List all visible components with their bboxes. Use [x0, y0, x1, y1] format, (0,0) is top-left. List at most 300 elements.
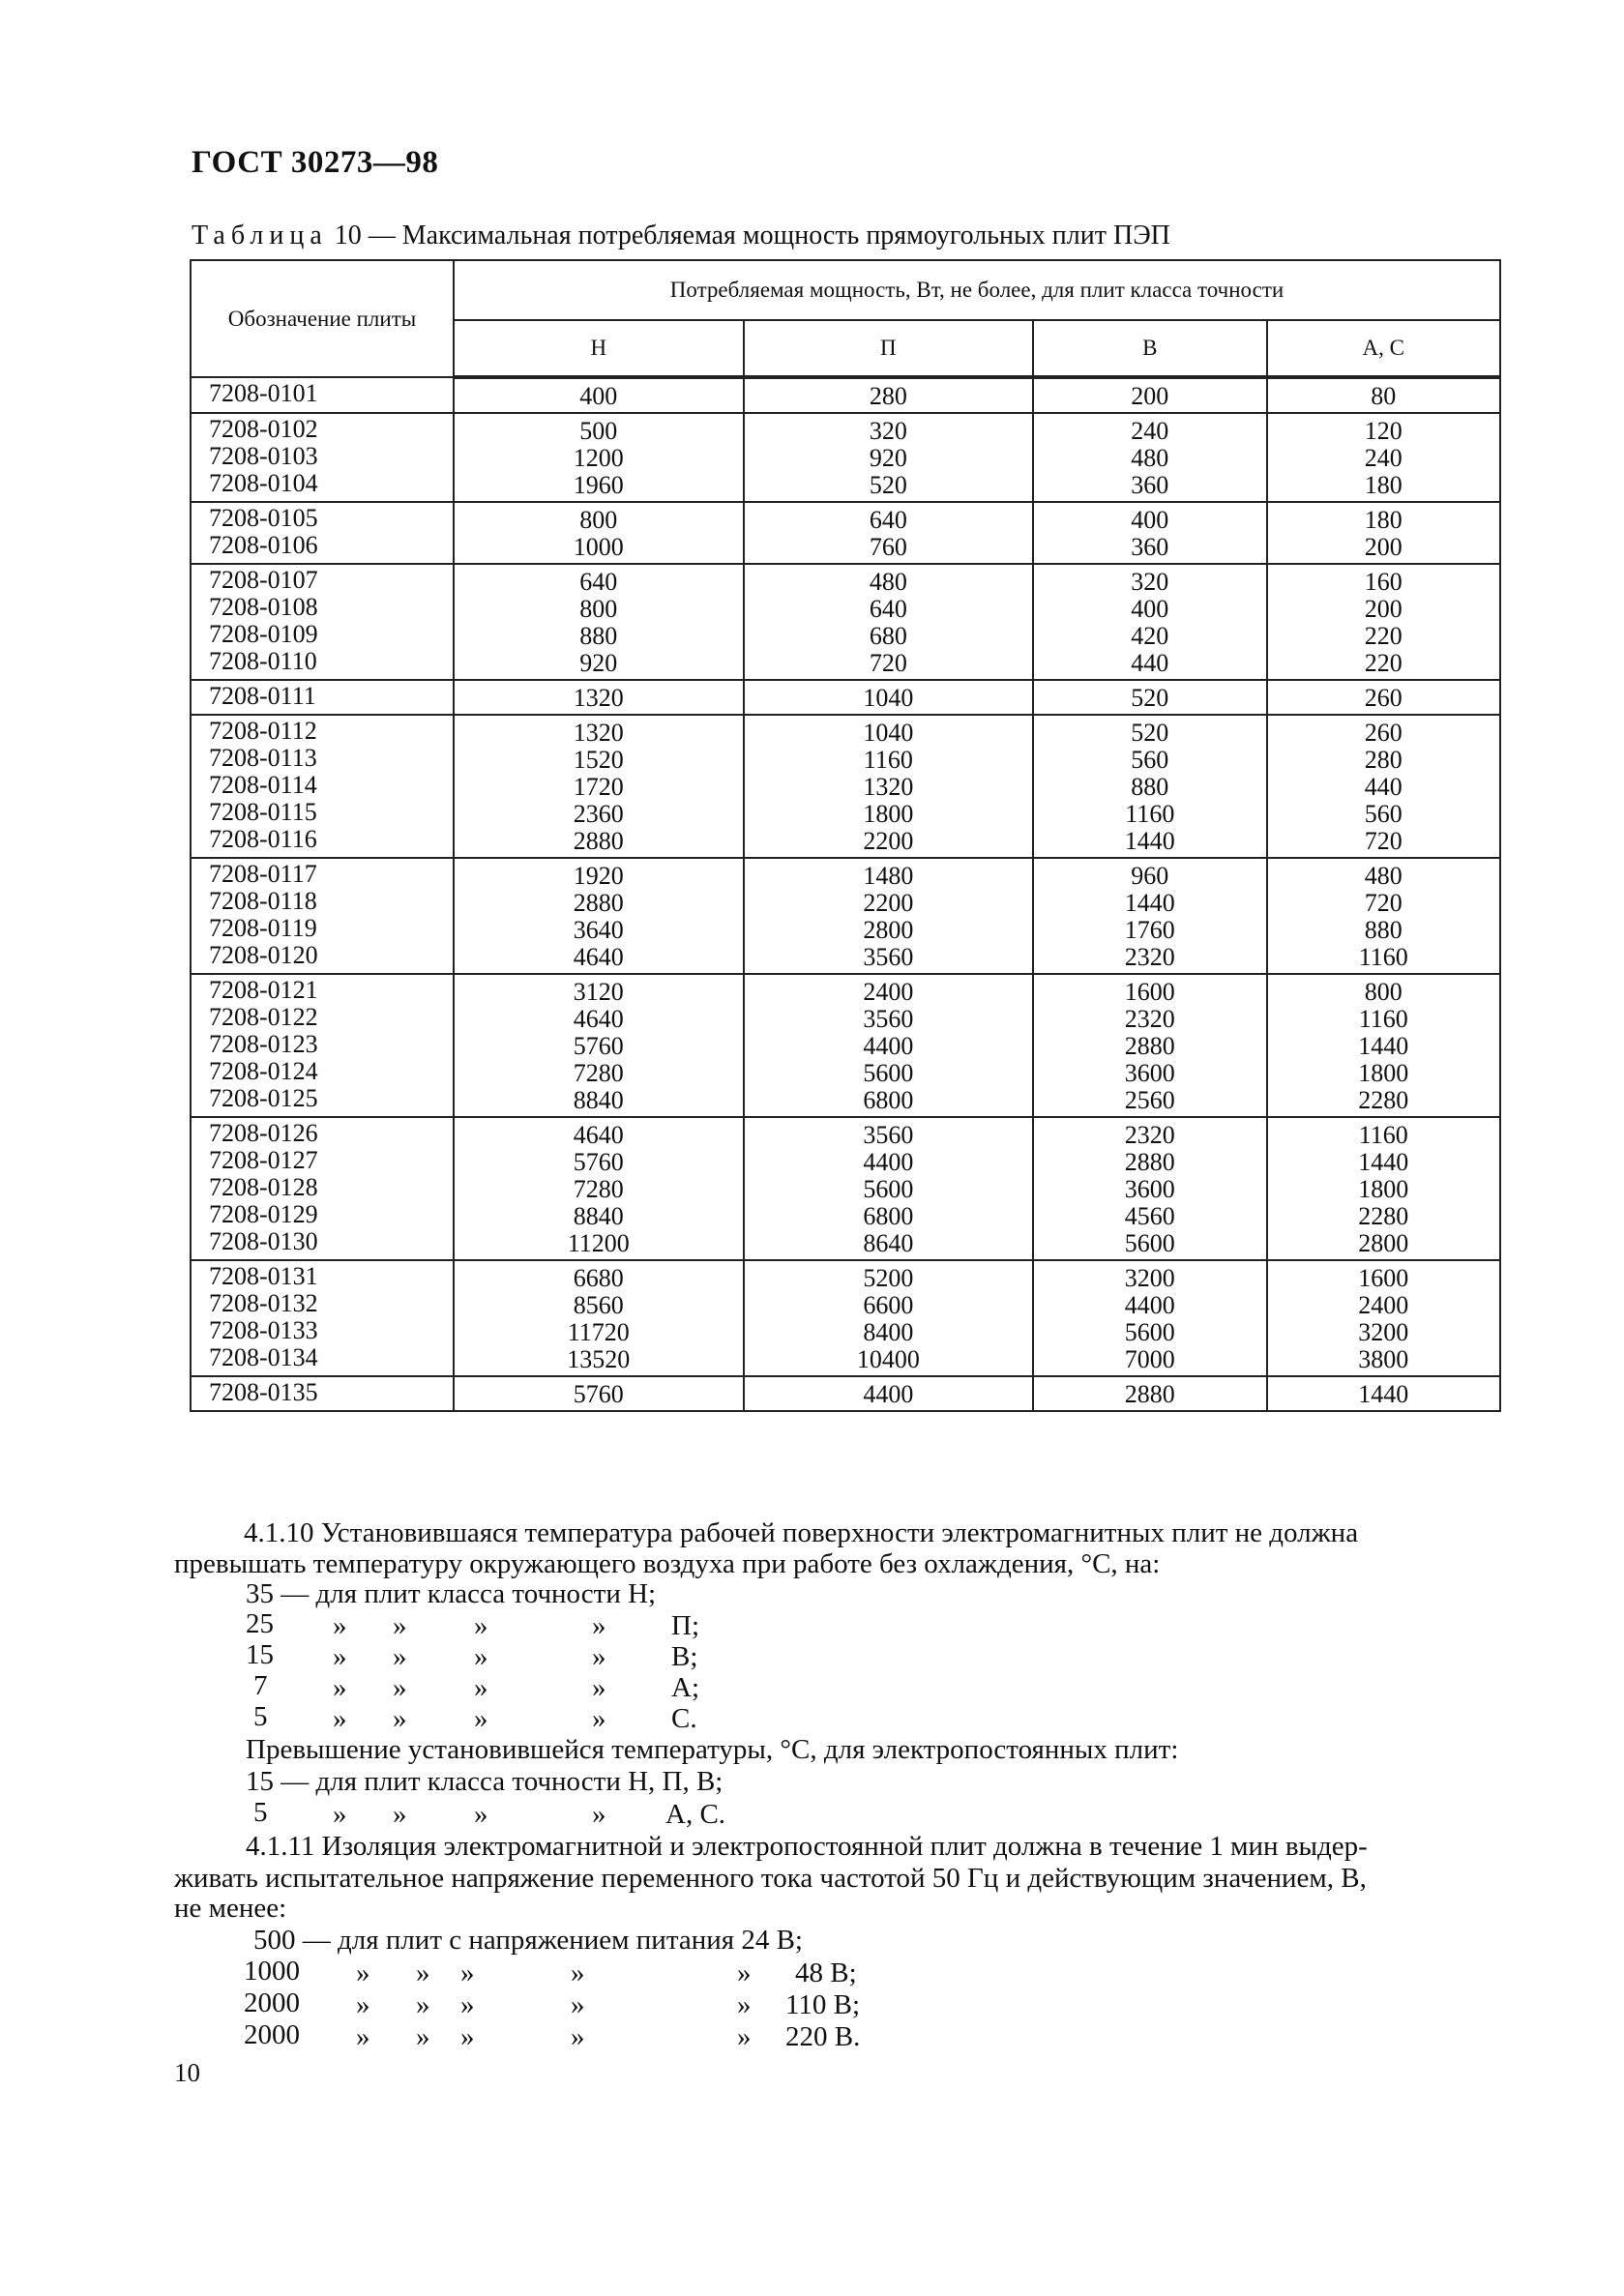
plate-code: 7208-0130	[209, 1227, 318, 1255]
plate-code-cell	[191, 1117, 454, 1260]
power-value: 1960	[573, 471, 624, 499]
ditto-mark: »	[333, 1799, 347, 1830]
power-value: 920	[579, 649, 618, 677]
ditto-mark: »	[474, 1641, 488, 1672]
plate-code: 7208-0105	[209, 504, 318, 532]
temp-class: П;	[671, 1610, 699, 1641]
power-b-cell	[1033, 1260, 1266, 1376]
power-value: 8840	[573, 1202, 624, 1230]
column-header-plate: Обозначение плиты	[191, 260, 454, 377]
table-row	[191, 1260, 1500, 1376]
ditto-mark: »	[737, 1957, 752, 1988]
power-value: 4400	[1124, 1291, 1175, 1319]
power-h-cell	[454, 680, 744, 715]
power-value: 720	[1364, 889, 1403, 917]
temp-value: 5	[253, 1797, 268, 1828]
power-value: 480	[1364, 862, 1403, 890]
plate-code: 7208-0115	[209, 798, 317, 826]
column-header-class-h: Н	[454, 320, 744, 377]
table-row	[191, 413, 1500, 502]
power-value: 560	[1131, 746, 1169, 774]
power-value: 200	[1364, 595, 1403, 623]
table-row	[191, 680, 1500, 715]
power-value: 480	[869, 568, 907, 596]
plate-code-cell	[191, 564, 454, 680]
plate-code-cell	[191, 1260, 454, 1376]
power-value: 2400	[1358, 1291, 1409, 1319]
temp-class: А;	[671, 1672, 699, 1703]
power-value: 400	[1131, 506, 1169, 534]
ditto-mark: »	[356, 2021, 370, 2052]
table-caption	[192, 221, 1170, 251]
temp-value: 25	[246, 1608, 274, 1639]
power-value: 3560	[863, 1005, 914, 1033]
ditto-mark: »	[460, 1957, 475, 1988]
plate-code: 7208-0120	[209, 941, 318, 969]
power-value: 2360	[573, 800, 624, 828]
power-value: 2200	[863, 889, 914, 917]
power-value: 3560	[863, 1121, 914, 1149]
power-value: 2880	[1124, 1148, 1175, 1176]
power-p-cell	[744, 974, 1034, 1117]
plate-code: 7208-0103	[209, 442, 318, 470]
table-row	[191, 564, 1500, 680]
table-row	[191, 974, 1500, 1117]
power-p-cell	[744, 858, 1034, 974]
power-h-cell	[454, 564, 744, 680]
power-p-cell	[744, 502, 1034, 564]
power-value: 1800	[1358, 1059, 1409, 1087]
temp-row-const-15: 15 — для плит класса точности Н, П, В;	[246, 1766, 723, 1797]
power-ac-cell	[1267, 1376, 1500, 1411]
power-value: 1320	[573, 684, 624, 712]
power-value: 5760	[573, 1380, 624, 1408]
power-value: 360	[1131, 533, 1169, 561]
power-value: 720	[1364, 827, 1403, 855]
power-h-cell	[454, 715, 744, 858]
power-value: 2280	[1358, 1086, 1409, 1114]
ditto-mark: »	[737, 1989, 752, 2020]
temp-text: — для плит класса точности	[281, 1578, 621, 1609]
plate-code: 7208-0126	[209, 1119, 318, 1147]
power-h-cell	[454, 858, 744, 974]
power-value: 480	[1131, 444, 1169, 472]
temp-value: 15	[246, 1639, 274, 1670]
paragraph-4110-line2: превышать температуру окружающего воздуха при работе без охлаждения, °С, на:	[174, 1548, 1161, 1579]
plate-code-cell	[191, 974, 454, 1117]
power-value: 7280	[573, 1175, 624, 1203]
plate-code: 7208-0107	[209, 566, 318, 594]
table-row	[191, 715, 1500, 858]
temp-class: А, С.	[665, 1799, 726, 1830]
ditto-mark: »	[571, 1957, 585, 1988]
temp-value: 7	[253, 1670, 268, 1701]
power-b-cell	[1033, 413, 1266, 502]
ditto-mark: »	[737, 2021, 752, 2052]
table-caption-text: 10 — Максимальная потребляемая мощность прямоугольных плит ПЭП	[327, 221, 1170, 250]
power-b-cell	[1033, 377, 1266, 413]
plate-code: 7208-0114	[209, 771, 317, 799]
power-value: 1440	[1124, 889, 1175, 917]
plate-code: 7208-0127	[209, 1146, 318, 1174]
power-value: 640	[869, 506, 907, 534]
ditto-mark: »	[333, 1703, 347, 1734]
plate-code: 7208-0135	[209, 1378, 318, 1406]
power-value: 1200	[573, 444, 624, 472]
temp-value: 5	[253, 1701, 268, 1732]
power-value: 1520	[573, 746, 624, 774]
power-value: 7000	[1124, 1345, 1175, 1373]
plate-code: 7208-0112	[209, 717, 317, 745]
power-p-cell	[744, 564, 1034, 680]
power-b-cell	[1033, 858, 1266, 974]
power-value: 520	[1131, 719, 1169, 747]
power-value: 1440	[1358, 1380, 1409, 1408]
ditto-mark: »	[393, 1610, 407, 1641]
power-value: 1000	[573, 533, 624, 561]
table-row	[191, 377, 1500, 413]
power-value: 7280	[573, 1059, 624, 1087]
power-value: 1480	[863, 862, 914, 890]
power-value: 200	[1131, 382, 1169, 410]
power-value: 8400	[863, 1318, 914, 1346]
power-value: 680	[869, 622, 907, 650]
ditto-mark: »	[356, 1957, 370, 1988]
power-ac-cell	[1267, 715, 1500, 858]
power-value: 2400	[863, 978, 914, 1006]
power-value: 4640	[573, 1005, 624, 1033]
ditto-mark: »	[333, 1610, 347, 1641]
power-value: 2560	[1124, 1086, 1175, 1114]
power-value: 1160	[863, 746, 913, 774]
power-value: 1600	[1358, 1264, 1409, 1292]
ditto-mark: »	[474, 1610, 488, 1641]
power-value: 2880	[573, 827, 624, 855]
plate-code-cell	[191, 858, 454, 974]
power-value: 440	[1131, 649, 1169, 677]
voltage-supply: 110 В;	[785, 1989, 861, 2020]
power-value: 1160	[1125, 800, 1175, 828]
power-value: 440	[1364, 773, 1403, 801]
paragraph-4111-line2: живать испытательное напряжение переменного тока частотой 50 Гц и действующим значением, В,	[174, 1863, 1367, 1894]
power-value: 1440	[1124, 827, 1175, 855]
power-value: 200	[1364, 533, 1403, 561]
power-value: 2320	[1124, 1005, 1175, 1033]
power-value: 240	[1364, 444, 1403, 472]
table-row	[191, 858, 1500, 974]
power-value: 1320	[863, 773, 914, 801]
power-h-cell	[454, 502, 744, 564]
power-value: 13520	[567, 1345, 631, 1373]
power-value: 1160	[1358, 1121, 1408, 1149]
power-p-cell	[744, 680, 1034, 715]
power-value: 640	[869, 595, 907, 623]
power-b-cell	[1033, 974, 1266, 1117]
power-ac-cell	[1267, 564, 1500, 680]
plate-code: 7208-0118	[209, 887, 317, 915]
temp-class: С.	[671, 1703, 697, 1734]
power-value: 1040	[863, 719, 914, 747]
plate-code: 7208-0116	[209, 825, 317, 853]
power-value: 3200	[1124, 1264, 1175, 1292]
power-value: 5200	[863, 1264, 914, 1292]
power-value: 8640	[863, 1229, 914, 1257]
plate-code: 7208-0124	[209, 1057, 318, 1085]
plate-code: 7208-0104	[209, 469, 318, 497]
power-value: 4400	[863, 1380, 914, 1408]
plate-code: 7208-0110	[209, 647, 317, 675]
plate-code: 7208-0121	[209, 976, 318, 1004]
power-value: 3120	[573, 978, 624, 1006]
power-value: 5600	[863, 1059, 914, 1087]
power-value: 760	[869, 533, 907, 561]
power-value: 280	[869, 382, 907, 410]
power-value: 400	[1131, 595, 1169, 623]
power-value: 1600	[1124, 978, 1175, 1006]
power-value: 2320	[1124, 943, 1175, 971]
power-value: 1720	[573, 773, 624, 801]
power-value: 240	[1131, 417, 1169, 445]
power-value: 6800	[863, 1086, 914, 1114]
temp-class: Н;	[628, 1578, 657, 1609]
plate-code-cell	[191, 715, 454, 858]
table-row	[191, 1376, 1500, 1411]
power-value: 4560	[1124, 1202, 1175, 1230]
power-value: 8840	[573, 1086, 624, 1114]
power-value: 2880	[573, 889, 624, 917]
paragraph-4110-line1: 4.1.10 Установившаяся температура рабочей поверхности электромагнитных плит не должна	[244, 1517, 1359, 1548]
power-value: 560	[1364, 800, 1403, 828]
plate-code-cell	[191, 413, 454, 502]
plate-code: 7208-0123	[209, 1030, 318, 1058]
voltage-value: 2000	[244, 2019, 300, 2050]
power-value: 4400	[863, 1148, 914, 1176]
power-value: 220	[1364, 649, 1403, 677]
power-value: 1160	[1358, 1005, 1408, 1033]
power-b-cell	[1033, 564, 1266, 680]
power-value: 6600	[863, 1291, 914, 1319]
table-caption-word: Таблица	[192, 221, 328, 250]
ditto-mark: »	[592, 1641, 606, 1672]
voltage-value: 1000	[244, 1956, 300, 1987]
power-p-cell	[744, 413, 1034, 502]
ditto-mark: »	[592, 1610, 606, 1641]
power-value: 2280	[1358, 1202, 1409, 1230]
power-value: 880	[1364, 916, 1403, 944]
power-value: 2800	[863, 916, 914, 944]
ditto-mark: »	[571, 2021, 585, 2052]
power-value: 2320	[1124, 1121, 1175, 1149]
power-ac-cell	[1267, 1117, 1500, 1260]
plate-code: 7208-0131	[209, 1262, 318, 1290]
power-value: 500	[579, 417, 618, 445]
ditto-mark: »	[460, 2021, 475, 2052]
power-value: 920	[869, 444, 907, 472]
power-value: 880	[579, 622, 618, 650]
power-p-cell	[744, 1260, 1034, 1376]
column-header-class-ac: А, С	[1267, 320, 1500, 377]
power-h-cell	[454, 377, 744, 413]
power-value: 1440	[1358, 1148, 1409, 1176]
power-value: 1760	[1124, 916, 1175, 944]
plate-code: 7208-0128	[209, 1173, 318, 1201]
plate-code: 7208-0125	[209, 1084, 318, 1112]
power-b-cell	[1033, 715, 1266, 858]
ditto-mark: »	[474, 1799, 488, 1830]
voltage-row-500: 500 — для плит с напряжением питания 24 В;	[253, 1925, 803, 1956]
ditto-mark: »	[474, 1672, 488, 1703]
plate-code: 7208-0133	[209, 1316, 318, 1344]
power-value: 3600	[1124, 1175, 1175, 1203]
temp-row-15	[246, 1639, 274, 1671]
power-value: 1320	[573, 719, 624, 747]
power-value: 520	[869, 471, 907, 499]
power-value: 1440	[1358, 1032, 1409, 1060]
plate-code: 7208-0134	[209, 1343, 318, 1371]
power-value: 5600	[1124, 1318, 1175, 1346]
power-value: 2800	[1358, 1229, 1409, 1257]
power-h-cell	[454, 1117, 744, 1260]
power-value: 11200	[567, 1229, 630, 1257]
ditto-mark: »	[393, 1672, 407, 1703]
ditto-mark: »	[474, 1703, 488, 1734]
temp-value: 35	[246, 1578, 274, 1609]
column-header-class-b: В	[1033, 320, 1266, 377]
voltage-supply: 48 В;	[795, 1957, 857, 1988]
power-value: 11720	[567, 1318, 630, 1346]
power-value: 1040	[863, 684, 914, 712]
ditto-mark: »	[416, 1989, 430, 2020]
page-number: 10	[174, 2058, 200, 2087]
power-value: 8560	[573, 1291, 624, 1319]
ditto-mark: »	[356, 1989, 370, 2020]
power-value: 120	[1364, 417, 1403, 445]
plate-code: 7208-0101	[209, 379, 318, 407]
ditto-mark: »	[592, 1703, 606, 1734]
ditto-mark: »	[393, 1799, 407, 1830]
ditto-mark: »	[333, 1672, 347, 1703]
power-ac-cell	[1267, 680, 1500, 715]
power-value: 4640	[573, 943, 624, 971]
table-row	[191, 502, 1500, 564]
ditto-mark: »	[393, 1641, 407, 1672]
ditto-mark: »	[571, 1989, 585, 2020]
plate-code: 7208-0108	[209, 593, 318, 621]
temp-row-35	[246, 1578, 656, 1610]
power-value: 6680	[573, 1264, 624, 1292]
ditto-mark: »	[592, 1672, 606, 1703]
plate-code: 7208-0117	[209, 860, 317, 888]
power-value: 180	[1364, 471, 1403, 499]
ditto-mark: »	[592, 1799, 606, 1830]
power-value: 180	[1364, 506, 1403, 534]
column-header-power: Потребляемая мощность, Вт, не более, для плит класса точности	[454, 260, 1500, 320]
power-value: 1920	[573, 862, 624, 890]
power-value: 260	[1364, 719, 1403, 747]
power-value: 160	[1364, 568, 1403, 596]
power-b-cell	[1033, 1117, 1266, 1260]
power-value: 3640	[573, 916, 624, 944]
plate-code: 7208-0129	[209, 1200, 318, 1228]
power-p-cell	[744, 1376, 1034, 1411]
temp-row-5	[253, 1701, 268, 1733]
paragraph-4110-line3: Превышение установившейся температуры, °С, для электропостоянных плит:	[246, 1734, 1179, 1765]
power-ac-cell	[1267, 377, 1500, 413]
power-table-body	[191, 377, 1500, 1411]
power-value: 520	[1131, 684, 1169, 712]
voltage-supply: 220 В.	[785, 2021, 861, 2052]
power-value: 1160	[1358, 943, 1408, 971]
temp-row-7	[253, 1670, 268, 1702]
power-ac-cell	[1267, 1260, 1500, 1376]
power-value: 3600	[1124, 1059, 1175, 1087]
paragraph-4111-line3: не менее:	[174, 1893, 287, 1924]
power-value: 80	[1371, 382, 1397, 410]
paragraph-4111-line1: 4.1.11 Изоляция электромагнитной и электропостоянной плит должна в течение 1 мин выдер-	[246, 1831, 1368, 1862]
power-value: 5600	[863, 1175, 914, 1203]
power-p-cell	[744, 377, 1034, 413]
power-h-cell	[454, 1260, 744, 1376]
plate-code: 7208-0132	[209, 1289, 318, 1317]
power-value: 1800	[863, 800, 914, 828]
power-ac-cell	[1267, 858, 1500, 974]
standard-title: ГОСТ 30273—98	[192, 145, 439, 180]
power-p-cell	[744, 1117, 1034, 1260]
power-value: 280	[1364, 746, 1403, 774]
power-value: 1800	[1358, 1175, 1409, 1203]
ditto-mark: »	[460, 1989, 475, 2020]
power-value: 260	[1364, 684, 1403, 712]
plate-code: 7208-0113	[209, 744, 317, 772]
power-value: 640	[579, 568, 618, 596]
plate-code: 7208-0122	[209, 1003, 318, 1031]
plate-code-cell	[191, 680, 454, 715]
ditto-mark: »	[416, 1957, 430, 1988]
ditto-mark: »	[393, 1703, 407, 1734]
power-ac-cell	[1267, 974, 1500, 1117]
plate-code: 7208-0119	[209, 914, 317, 942]
power-value: 2880	[1124, 1032, 1175, 1060]
power-value: 800	[579, 595, 618, 623]
table-row	[191, 1117, 1500, 1260]
power-ac-cell	[1267, 413, 1500, 502]
power-value: 5600	[1124, 1229, 1175, 1257]
power-h-cell	[454, 413, 744, 502]
plate-code-cell	[191, 1376, 454, 1411]
power-value: 720	[869, 649, 907, 677]
column-header-class-p: П	[744, 320, 1034, 377]
power-value: 800	[579, 506, 618, 534]
power-h-cell	[454, 974, 744, 1117]
power-value: 5760	[573, 1148, 624, 1176]
power-p-cell	[744, 715, 1034, 858]
power-h-cell	[454, 1376, 744, 1411]
power-value: 2200	[863, 827, 914, 855]
power-value: 5760	[573, 1032, 624, 1060]
power-ac-cell	[1267, 502, 1500, 564]
power-table	[190, 259, 1501, 1412]
power-b-cell	[1033, 1376, 1266, 1411]
power-value: 10400	[856, 1345, 920, 1373]
plate-code-cell	[191, 502, 454, 564]
ditto-mark: »	[416, 2021, 430, 2052]
plate-code: 7208-0111	[209, 682, 316, 710]
power-value: 800	[1364, 978, 1403, 1006]
power-value: 880	[1131, 773, 1169, 801]
power-value: 4400	[863, 1032, 914, 1060]
power-value: 360	[1131, 471, 1169, 499]
power-value: 320	[1131, 568, 1169, 596]
